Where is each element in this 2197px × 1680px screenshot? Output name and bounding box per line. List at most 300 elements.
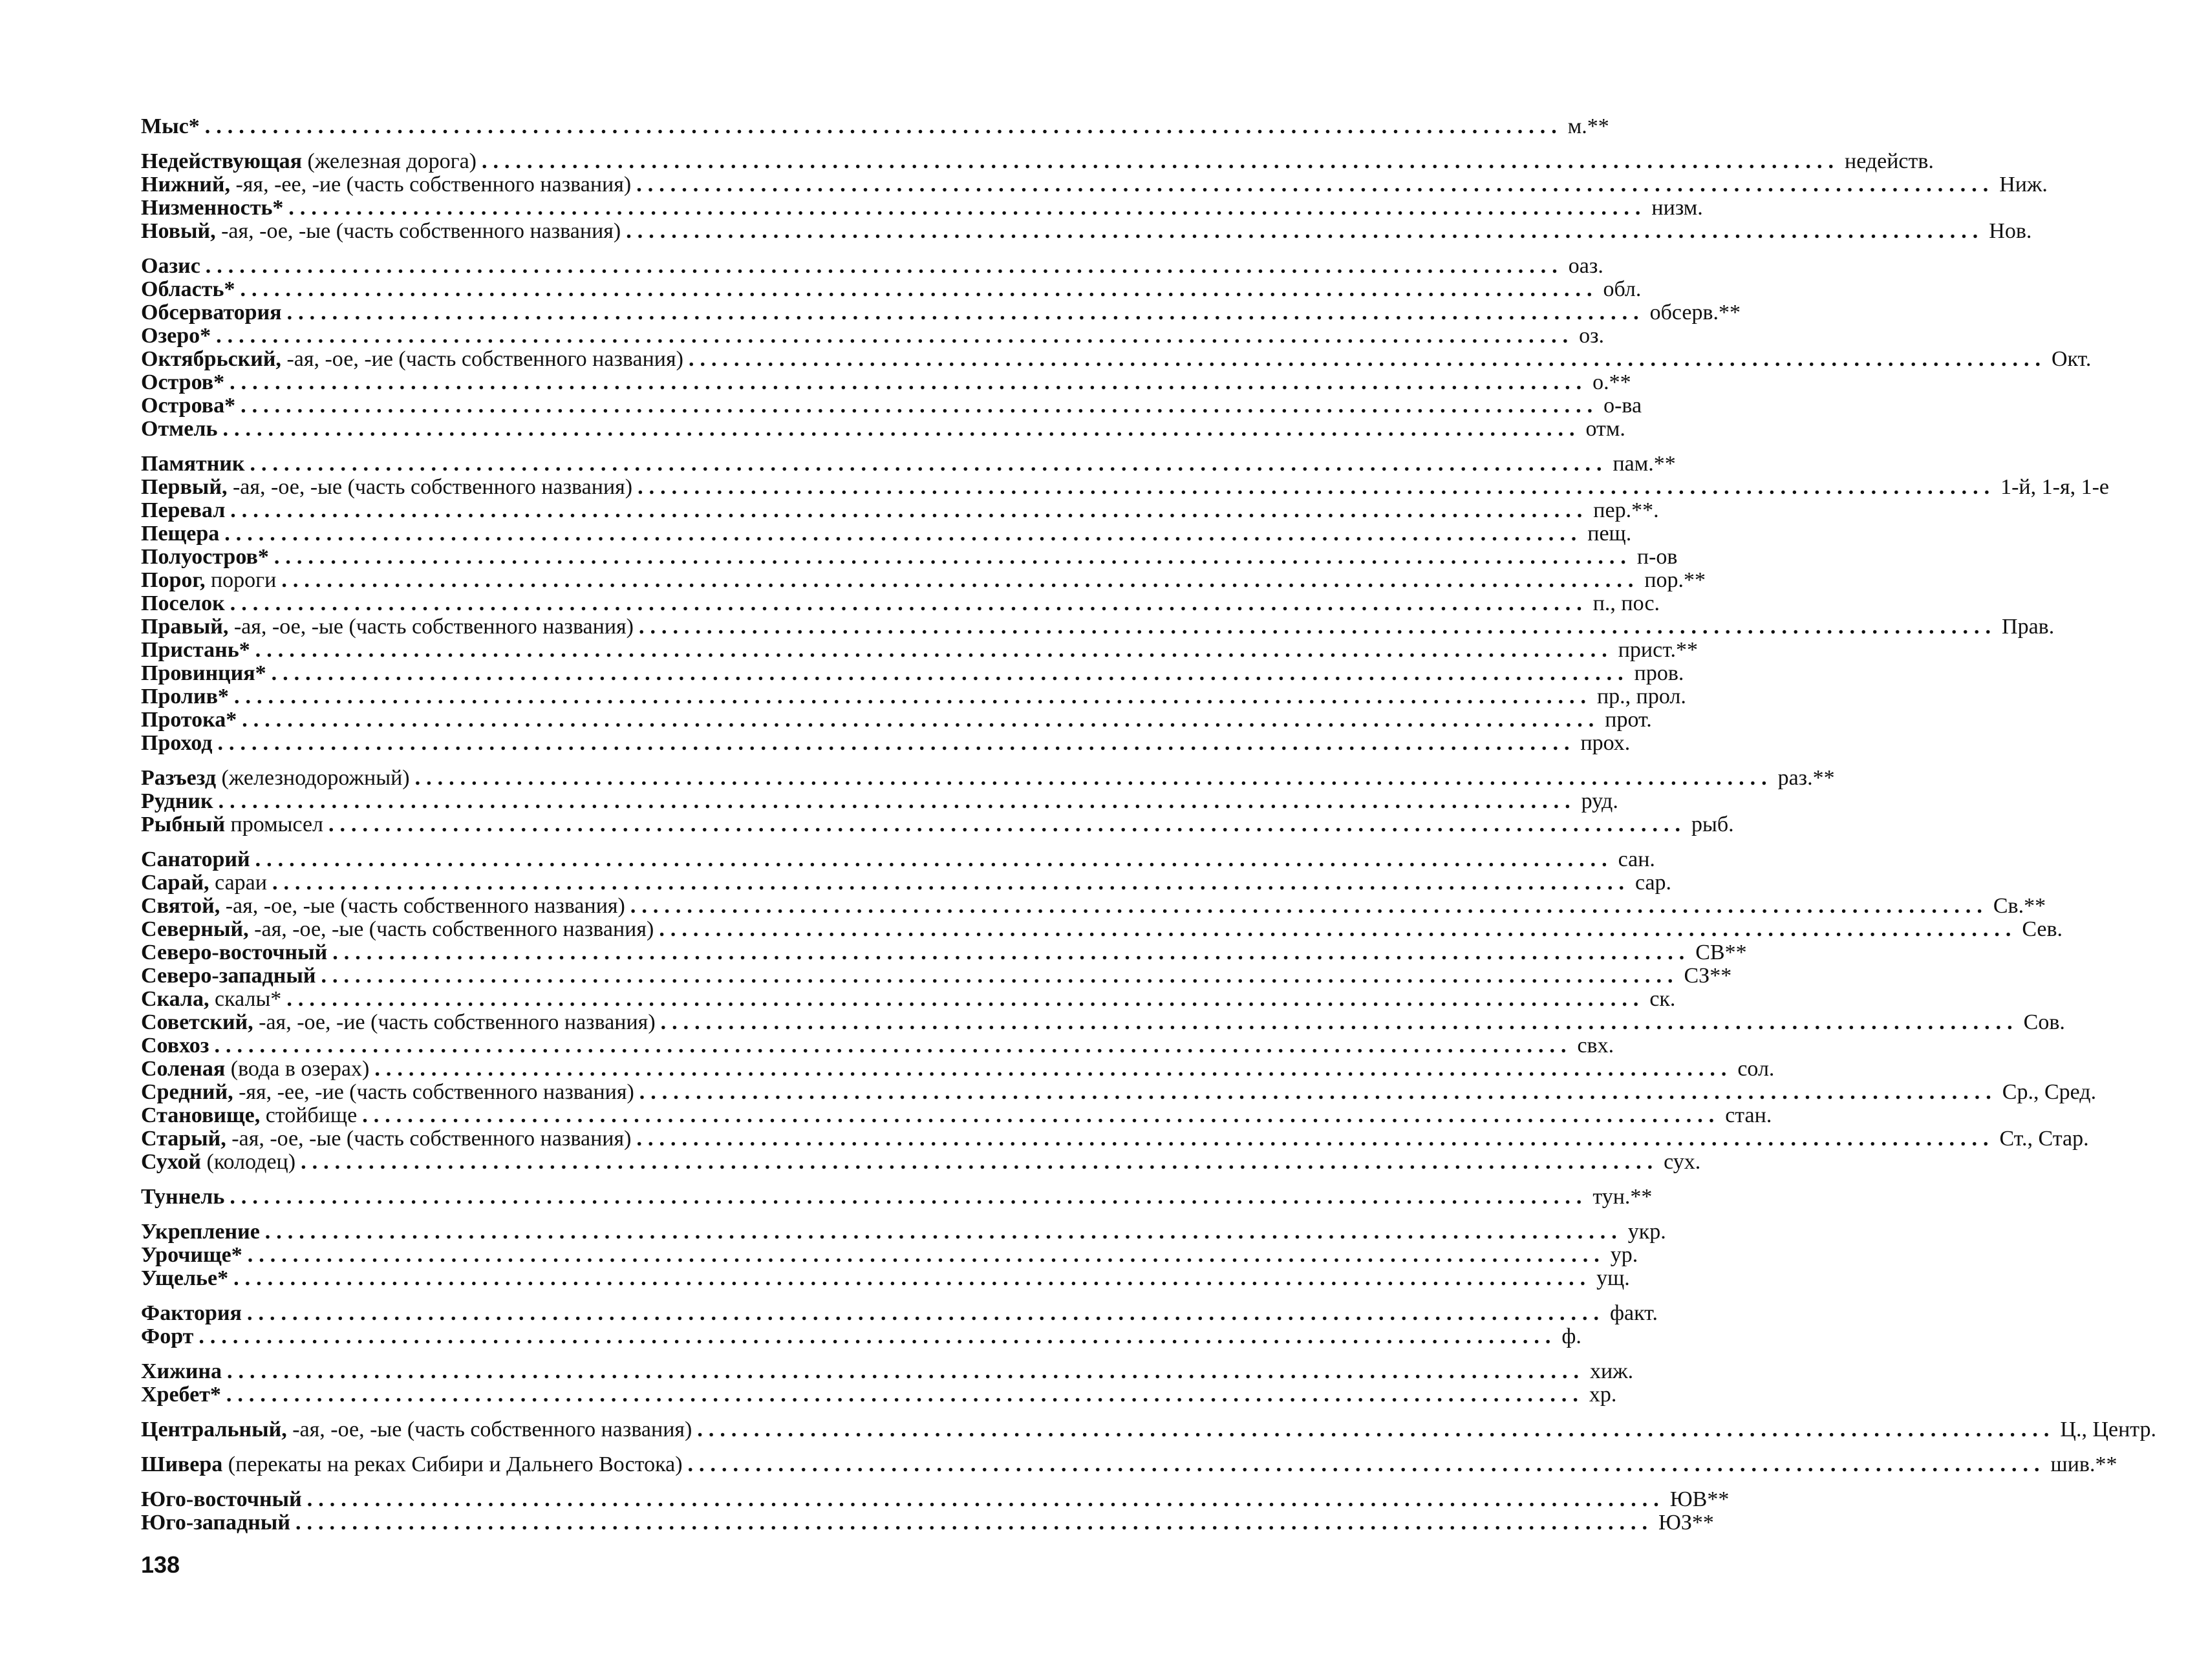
abbreviation: недейств. [1845, 149, 1934, 173]
list-item [141, 1359, 1634, 1383]
term [141, 592, 225, 615]
letter-group [141, 1452, 2117, 1476]
list-item [141, 894, 2046, 918]
term-first-word: Памятник [141, 452, 245, 476]
abbreviation: обсерв.** [1649, 301, 1741, 324]
list-item [141, 1324, 1581, 1348]
list-item [141, 847, 1655, 871]
term-first-word: Пролив* [141, 685, 229, 708]
list-item [141, 1383, 1617, 1407]
dot-leader: ........................................................................................................................ [224, 522, 1583, 546]
term-first-word: Низменность* [141, 196, 284, 220]
list-item [141, 591, 1660, 615]
term-rest: (железнодорожный) [216, 766, 410, 790]
term [141, 499, 225, 522]
dot-leader: ........................................................................................................................ [273, 545, 1632, 569]
list-item [141, 568, 1706, 592]
abbreviation: пер.**. [1593, 498, 1659, 522]
list-item [141, 766, 1835, 790]
term-first-word: Форт [141, 1324, 194, 1348]
abbreviation: пам.** [1613, 452, 1676, 476]
term [141, 348, 683, 371]
dot-leader: ........................................................................................................................ [639, 615, 1997, 639]
abbreviation: рыб. [1691, 813, 1734, 836]
list-item [141, 1127, 2089, 1151]
term [141, 1302, 242, 1325]
term-first-word: Центральный, [141, 1418, 287, 1441]
term [141, 918, 654, 941]
term-first-word: Фактория [141, 1301, 242, 1325]
dot-leader: ........................................................................................................................ [328, 813, 1687, 836]
list-item [141, 545, 1678, 569]
term-rest: -ая, -ое, -ые (часть собственного названия) [227, 475, 633, 499]
list-item [141, 452, 1676, 476]
list-item [141, 1511, 1714, 1535]
list-item [141, 394, 1642, 418]
term-first-word: Скала, [141, 987, 209, 1011]
list-item [141, 522, 1632, 546]
dot-leader: ........................................................................................................................ [204, 114, 1563, 138]
dot-leader: ........................................................................................................................ [230, 370, 1588, 394]
list-item [141, 254, 1603, 278]
list-item [141, 1185, 1653, 1209]
abbreviation: оаз. [1568, 254, 1603, 278]
term-first-word: Провинция* [141, 661, 266, 685]
list-item [141, 196, 1703, 220]
term-rest: -ая, -ое, -ые (часть собственного названия) [220, 894, 625, 918]
dot-leader: ........................................................................................................................ [332, 941, 1691, 964]
term-first-word: Святой, [141, 894, 220, 918]
term-first-word: Пристань* [141, 638, 250, 662]
abbreviation: Ниж. [1999, 173, 2048, 197]
term [141, 371, 224, 394]
list-item [141, 498, 1659, 522]
list-item [141, 173, 2048, 197]
term-first-word: Нижний, [141, 173, 230, 197]
abbreviation: Сов. [2023, 1010, 2065, 1034]
abbreviation: Ст., Стар. [1999, 1127, 2089, 1151]
letter-group [141, 452, 2110, 755]
term [141, 1104, 357, 1127]
abbreviation: ск. [1649, 987, 1676, 1011]
dot-leader: ........................................................................................................................ [205, 254, 1563, 278]
term [141, 197, 283, 220]
abbreviation: о.** [1592, 370, 1631, 394]
term [141, 394, 235, 418]
term-first-word: Недействующая [141, 149, 303, 173]
term-first-word: Совхоз [141, 1034, 209, 1058]
dot-leader: ........................................................................................................................ [286, 301, 1645, 324]
term [141, 708, 237, 732]
term-first-word: Туннель [141, 1185, 225, 1209]
term-rest: стойбище [260, 1103, 358, 1127]
term [141, 1058, 369, 1081]
term-first-word: Обсерватория [141, 301, 282, 324]
dot-leader: ........................................................................................................................ [222, 417, 1581, 441]
abbreviation: тун.** [1592, 1185, 1653, 1209]
list-item [141, 114, 1609, 138]
term-rest: -ая, -ое, -ые (часть собственного названия) [248, 917, 654, 941]
dot-leader: ........................................................................................................................ [374, 1057, 1733, 1081]
term [141, 767, 410, 790]
dot-leader: ........................................................................................................................ [217, 731, 1576, 755]
list-item [141, 1452, 2117, 1476]
list-item [141, 1010, 2065, 1034]
list-item [141, 964, 1732, 988]
term-rest: сараи [209, 871, 267, 895]
abbreviation: 1-й, 1-я, 1-е [2000, 475, 2110, 499]
abbreviation: Св.** [1993, 894, 2046, 918]
term-first-word: Полуостров* [141, 545, 269, 569]
term-first-word: Рудник [141, 789, 213, 813]
dot-leader: ........................................................................................................................ [626, 219, 1984, 243]
dot-leader: ........................................................................................................................ [688, 347, 2046, 371]
list-item [141, 871, 1672, 895]
dot-leader: ........................................................................................................................ [295, 1511, 1653, 1535]
abbreviation: пор.** [1644, 568, 1706, 592]
list-item [141, 347, 2092, 371]
list-item [141, 1150, 1701, 1174]
dot-leader: ........................................................................................................................ [288, 196, 1647, 220]
dot-leader: ........................................................................................................................ [301, 1150, 1659, 1174]
term-first-word: Советский, [141, 1010, 253, 1034]
term-rest: пороги [205, 568, 277, 592]
dot-leader: ........................................................................................................................ [255, 638, 1613, 662]
term-rest: -ая, -ое, -ые (часть собственного названия) [286, 1418, 692, 1441]
term-first-word: Шивера [141, 1452, 223, 1476]
term-first-word: Сухой [141, 1150, 202, 1174]
abbreviation: Окт. [2051, 347, 2092, 371]
term [141, 569, 276, 592]
abbreviation: оз. [1579, 324, 1605, 348]
term [141, 1151, 295, 1174]
list-item [141, 277, 1642, 301]
dot-leader: ........................................................................................................................ [639, 1080, 1997, 1104]
term [141, 1220, 260, 1244]
list-item [141, 987, 1676, 1011]
term [141, 615, 634, 639]
term-first-word: Порог, [141, 568, 206, 592]
abbreviation: ЮВ** [1669, 1487, 1730, 1511]
term [141, 173, 631, 197]
dot-leader: ........................................................................................................................ [233, 685, 1592, 708]
term-first-word: Средний, [141, 1080, 233, 1104]
term-first-word: Сарай, [141, 871, 209, 895]
letter-group [141, 1487, 1730, 1535]
term-rest: скалы* [209, 987, 282, 1011]
list-item [141, 917, 2063, 941]
term-first-word: Перевал [141, 498, 226, 522]
term [141, 1488, 302, 1511]
dot-leader: ........................................................................................................................ [226, 1383, 1584, 1407]
term [141, 1267, 228, 1290]
abbreviation: о-ва [1603, 394, 1642, 418]
term-first-word: Соленая [141, 1057, 226, 1081]
term [141, 662, 266, 685]
list-item [141, 219, 2032, 243]
term-rest: (перекаты на реках Сибири и Дальнего Востока) [222, 1452, 683, 1476]
term-first-word: Хижина [141, 1359, 222, 1383]
term [141, 848, 250, 871]
abbreviation: ф. [1561, 1324, 1581, 1348]
term [141, 1383, 221, 1407]
dot-leader: ........................................................................................................................ [241, 394, 1599, 418]
term-first-word: Ущелье* [141, 1266, 229, 1290]
term-rest: (колодец) [201, 1150, 296, 1174]
dot-leader: ........................................................................................................................ [230, 1185, 1588, 1209]
abbreviation: ЮЗ** [1658, 1511, 1714, 1535]
list-item [141, 301, 1741, 324]
dot-leader: ........................................................................................................................ [255, 847, 1613, 871]
abbreviation: Ц., Центр. [2060, 1418, 2157, 1441]
list-item [141, 685, 1686, 708]
term-first-word: Рыбный [141, 813, 226, 836]
list-item [141, 1301, 1658, 1325]
term-first-word: Старый, [141, 1127, 226, 1151]
dot-leader: ........................................................................................................................ [286, 987, 1645, 1011]
dot-leader: ........................................................................................................................ [230, 498, 1589, 522]
abbreviation: пр., прол. [1596, 685, 1686, 708]
term-first-word: Остров* [141, 370, 225, 394]
abbreviation: руд. [1581, 789, 1618, 813]
abbreviation: хиж. [1589, 1359, 1634, 1383]
term [141, 1081, 634, 1104]
term-first-word: Северо-западный [141, 964, 316, 988]
term [141, 1186, 224, 1209]
dot-leader: ........................................................................................................................ [240, 277, 1598, 301]
list-item [141, 789, 1618, 813]
abbreviation: раз.** [1777, 766, 1835, 790]
dot-leader: ........................................................................................................................ [482, 149, 1839, 173]
term [141, 1325, 193, 1348]
term-first-word: Санаторий [141, 847, 250, 871]
list-item [141, 731, 1631, 755]
list-item [141, 708, 1652, 732]
list-item [141, 1220, 1666, 1244]
term [141, 1418, 692, 1441]
term [141, 1244, 242, 1267]
term [141, 813, 323, 836]
letter-group [141, 1359, 1634, 1407]
abbreviation: сух. [1664, 1150, 1701, 1174]
dot-leader: ........................................................................................................................ [214, 1034, 1572, 1058]
list-item [141, 615, 2055, 639]
letter-group [141, 1185, 1653, 1209]
list-item [141, 370, 1631, 394]
term [141, 1034, 209, 1058]
dot-leader: ........................................................................................................................ [630, 894, 1988, 918]
abbreviation: прох. [1580, 731, 1631, 755]
list-item [141, 638, 1699, 662]
term-rest: -ая, -ое, -ые (часть собственного названия) [228, 615, 634, 639]
letter-group [141, 1301, 1658, 1348]
dot-leader: ........................................................................................................................ [272, 871, 1630, 895]
dot-leader: ........................................................................................................................ [321, 964, 1679, 988]
dot-leader: ........................................................................................................................ [414, 766, 1773, 790]
term [141, 1127, 631, 1151]
term [141, 476, 632, 499]
dot-leader: ........................................................................................................................ [636, 1127, 1995, 1151]
dot-leader: ........................................................................................................................ [638, 475, 1996, 499]
term [141, 255, 200, 278]
term [141, 964, 316, 988]
term [141, 546, 269, 569]
term [141, 790, 213, 813]
term-first-word: Мыс* [141, 114, 200, 138]
term [141, 988, 281, 1011]
abbreviation: сар. [1634, 871, 1672, 895]
abbreviation: отм. [1585, 417, 1625, 441]
term-first-word: Оазис [141, 254, 200, 278]
term [141, 941, 327, 964]
term-first-word: Юго-западный [141, 1511, 290, 1535]
list-item [141, 1487, 1730, 1511]
term-first-word: Разъезд [141, 766, 217, 790]
abbreviation-list [141, 114, 2157, 1546]
abbreviation: низм. [1651, 196, 1703, 220]
term-first-word: Новый, [141, 219, 216, 243]
term-rest: -ая, -ое, -ие (часть собственного названия) [281, 347, 683, 371]
term-first-word: Урочище* [141, 1243, 242, 1267]
term-rest: -ая, -ое, -ые (часть собственного названия) [215, 219, 621, 243]
letter-group [141, 149, 2048, 243]
dot-leader: ........................................................................................................................ [636, 173, 1995, 197]
dot-leader: ........................................................................................................................ [218, 789, 1576, 813]
dot-leader: ........................................................................................................................ [233, 1266, 1592, 1290]
abbreviation: пров. [1634, 661, 1684, 685]
term [141, 639, 250, 662]
abbreviation: прот. [1605, 708, 1652, 732]
term-first-word: Область* [141, 277, 235, 301]
abbreviation: факт. [1609, 1301, 1658, 1325]
abbreviation: укр. [1627, 1220, 1666, 1244]
term-rest: -яя, -ее, -ие (часть собственного названия) [233, 1080, 634, 1104]
term [141, 418, 217, 441]
abbreviation: прист.** [1618, 638, 1699, 662]
dot-leader: ........................................................................................................................ [230, 591, 1588, 615]
dot-leader: ........................................................................................................................ [271, 661, 1629, 685]
list-item [141, 1418, 2157, 1441]
dot-leader: ........................................................................................................................ [247, 1243, 1605, 1267]
abbreviation: Прав. [2002, 615, 2055, 639]
list-item [141, 475, 2110, 499]
term [141, 301, 282, 324]
term [141, 1511, 290, 1535]
dot-leader: ........................................................................................................................ [281, 568, 1640, 592]
dot-leader: ........................................................................................................................ [306, 1487, 1665, 1511]
term-first-word: Озеро* [141, 324, 211, 348]
abbreviation: Нов. [1989, 219, 2032, 243]
term [141, 1453, 683, 1476]
term-first-word: Проход [141, 731, 213, 755]
letter-group [141, 847, 2097, 1174]
term [141, 1011, 656, 1034]
letter-group [141, 1220, 1666, 1290]
abbreviation: СЗ** [1684, 964, 1732, 988]
list-item [141, 417, 1625, 441]
term [141, 522, 219, 546]
abbreviation: ур. [1610, 1243, 1638, 1267]
abbreviation: Ср., Сред. [2002, 1080, 2097, 1104]
dot-leader: ........................................................................................................................ [687, 1452, 2046, 1476]
term-first-word: Становище, [141, 1103, 261, 1127]
term-first-word: Пещера [141, 522, 220, 546]
dot-leader: ........................................................................................................................ [660, 1010, 2019, 1034]
term [141, 278, 235, 301]
abbreviation: п-ов [1636, 545, 1678, 569]
dot-leader: ........................................................................................................................ [697, 1418, 2055, 1441]
dot-leader: ........................................................................................................................ [246, 1301, 1605, 1325]
dot-leader: ........................................................................................................................ [226, 1359, 1585, 1383]
list-item [141, 1057, 1775, 1081]
list-item [141, 813, 1734, 836]
abbreviation: стан. [1725, 1103, 1772, 1127]
dot-leader: ........................................................................................................................ [198, 1324, 1557, 1348]
term [141, 895, 625, 918]
list-item [141, 1080, 2097, 1104]
term-rest: -ая, -ое, -ые (часть собственного названия) [226, 1127, 632, 1151]
dot-leader: ........................................................................................................................ [659, 917, 2017, 941]
list-item [141, 149, 1934, 173]
dot-leader: ........................................................................................................................ [242, 708, 1600, 732]
letter-group [141, 1418, 2157, 1441]
term [141, 220, 621, 243]
dot-leader: ........................................................................................................................ [250, 452, 1608, 476]
letter-group [141, 114, 1609, 138]
dot-leader: ........................................................................................................................ [362, 1103, 1720, 1127]
term-rest: промысел [225, 813, 324, 836]
list-item [141, 1034, 1614, 1058]
abbreviation: обл. [1603, 277, 1642, 301]
term-first-word: Протока* [141, 708, 237, 732]
abbreviation: сол. [1737, 1057, 1775, 1081]
term [141, 732, 212, 755]
letter-group [141, 254, 2092, 441]
abbreviation: СВ** [1695, 941, 1747, 964]
abbreviation: м.** [1567, 114, 1609, 138]
term-rest: -яя, -ее, -ие (часть собственного названия) [230, 173, 632, 197]
term [141, 1360, 222, 1383]
term-first-word: Северо-восточный [141, 941, 328, 964]
abbreviation: п., пос. [1592, 591, 1660, 615]
term-first-word: Хребет* [141, 1383, 221, 1407]
abbreviation: сан. [1618, 847, 1655, 871]
abbreviation: хр. [1589, 1383, 1617, 1407]
term-first-word: Отмель [141, 417, 218, 441]
term-rest: -ая, -ое, -ие (часть собственного названия) [253, 1010, 656, 1034]
term-first-word: Первый, [141, 475, 228, 499]
list-item [141, 1266, 1630, 1290]
term-first-word: Острова* [141, 394, 236, 418]
term-rest: (железная дорога) [302, 149, 477, 173]
term [141, 115, 200, 138]
term [141, 452, 244, 476]
term [141, 685, 229, 708]
term-first-word: Северный, [141, 917, 249, 941]
term [141, 150, 477, 173]
term [141, 871, 267, 895]
term-first-word: Поселок [141, 591, 225, 615]
abbreviation: ущ. [1596, 1266, 1630, 1290]
list-item [141, 324, 1605, 348]
list-item [141, 1103, 1772, 1127]
abbreviation: Сев. [2022, 917, 2063, 941]
abbreviation: пещ. [1587, 522, 1632, 546]
page-number: 138 [141, 1551, 180, 1578]
list-item [141, 661, 1684, 685]
dot-leader: ........................................................................................................................ [264, 1220, 1623, 1244]
abbreviation: шив.** [2050, 1452, 2117, 1476]
